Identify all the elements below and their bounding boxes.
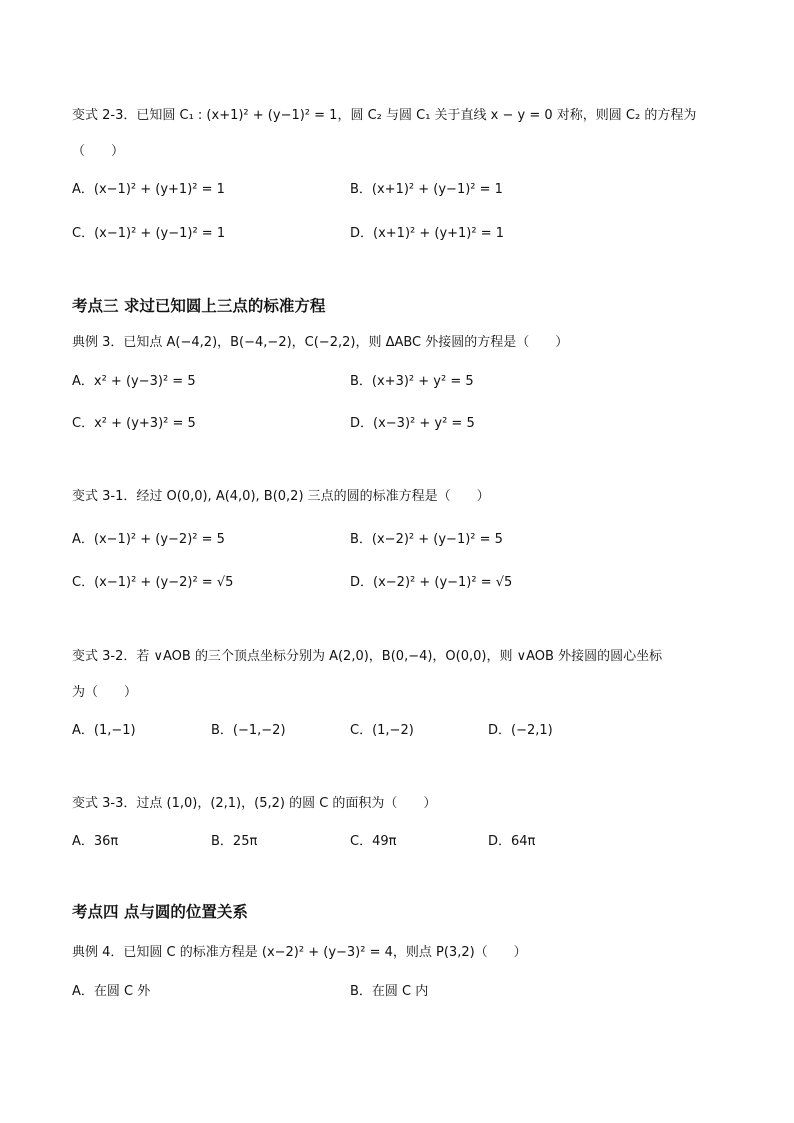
option-b: B．25π xyxy=(211,834,258,849)
option-b: B．(x+1)² + (y−1)² = 1 xyxy=(350,182,503,197)
option-c: C．(x−1)² + (y−2)² = √5 xyxy=(72,575,234,590)
option-c: C．(x−1)² + (y−1)² = 1 xyxy=(72,226,226,241)
question-stem: 变式 3-1．经过 O(0,0), A(4,0), B(0,2) 三点的圆的标准方程是（ ） xyxy=(72,489,490,504)
option-a: A．(x−1)² + (y−2)² = 5 xyxy=(72,532,225,547)
option-c: C．(1,−2) xyxy=(350,723,414,738)
option-a: A．在圆 C 外 xyxy=(72,984,151,999)
option-d: D．(x−2)² + (y−1)² = √5 xyxy=(350,575,513,590)
question-stem: 典例 3．已知点 A(−4,2)，B(−4,−2)，C(−2,2)，则 ΔABC 外接圆的方程是（ ） xyxy=(72,335,569,350)
question-stem-continued: 为（ ） xyxy=(72,685,138,700)
option-a: A．x² + (y−3)² = 5 xyxy=(72,374,196,389)
question-stem: 典例 4．已知圆 C 的标准方程是 (x−2)² + (y−3)² = 4，则点 P(3,2)（ ） xyxy=(72,945,527,960)
question-stem: 变式 2-3．已知圆 C₁ : (x+1)² + (y−1)² = 1，圆 C₂ 与圆 C₁ 关于直线 x − y = 0 对称，则圆 C₂ 的方程为 xyxy=(72,108,697,123)
question-stem: 变式 3-3．过点 (1,0)，(2,1)，(5,2) 的圆 C 的面积为（ ） xyxy=(72,796,437,811)
option-a: A．(x−1)² + (y+1)² = 1 xyxy=(72,182,225,197)
option-c: C．x² + (y+3)² = 5 xyxy=(72,416,196,431)
section-heading: 考点四 点与圆的位置关系 xyxy=(72,903,248,921)
answer-blank: （ ） xyxy=(72,144,125,159)
option-a: A．36π xyxy=(72,834,119,849)
option-d: D．(x−3)² + y² = 5 xyxy=(350,416,475,431)
option-d: D．(x+1)² + (y+1)² = 1 xyxy=(350,226,505,241)
section-heading: 考点三 求过已知圆上三点的标准方程 xyxy=(72,297,326,315)
option-d: D．64π xyxy=(488,834,536,849)
option-b: B．(−1,−2) xyxy=(211,723,286,738)
option-c: C．49π xyxy=(350,834,397,849)
option-b: B．(x+3)² + y² = 5 xyxy=(350,374,474,389)
option-a: A．(1,−1) xyxy=(72,723,136,738)
option-b: B．在圆 C 内 xyxy=(350,984,429,999)
option-b: B．(x−2)² + (y−1)² = 5 xyxy=(350,532,503,547)
question-stem: 变式 3-2．若 ∨AOB 的三个顶点坐标分别为 A(2,0)，B(0,−4)，O(0,0)，则 ∨AOB 外接圆的圆心坐标 xyxy=(72,649,663,664)
option-d: D．(−2,1) xyxy=(488,723,553,738)
